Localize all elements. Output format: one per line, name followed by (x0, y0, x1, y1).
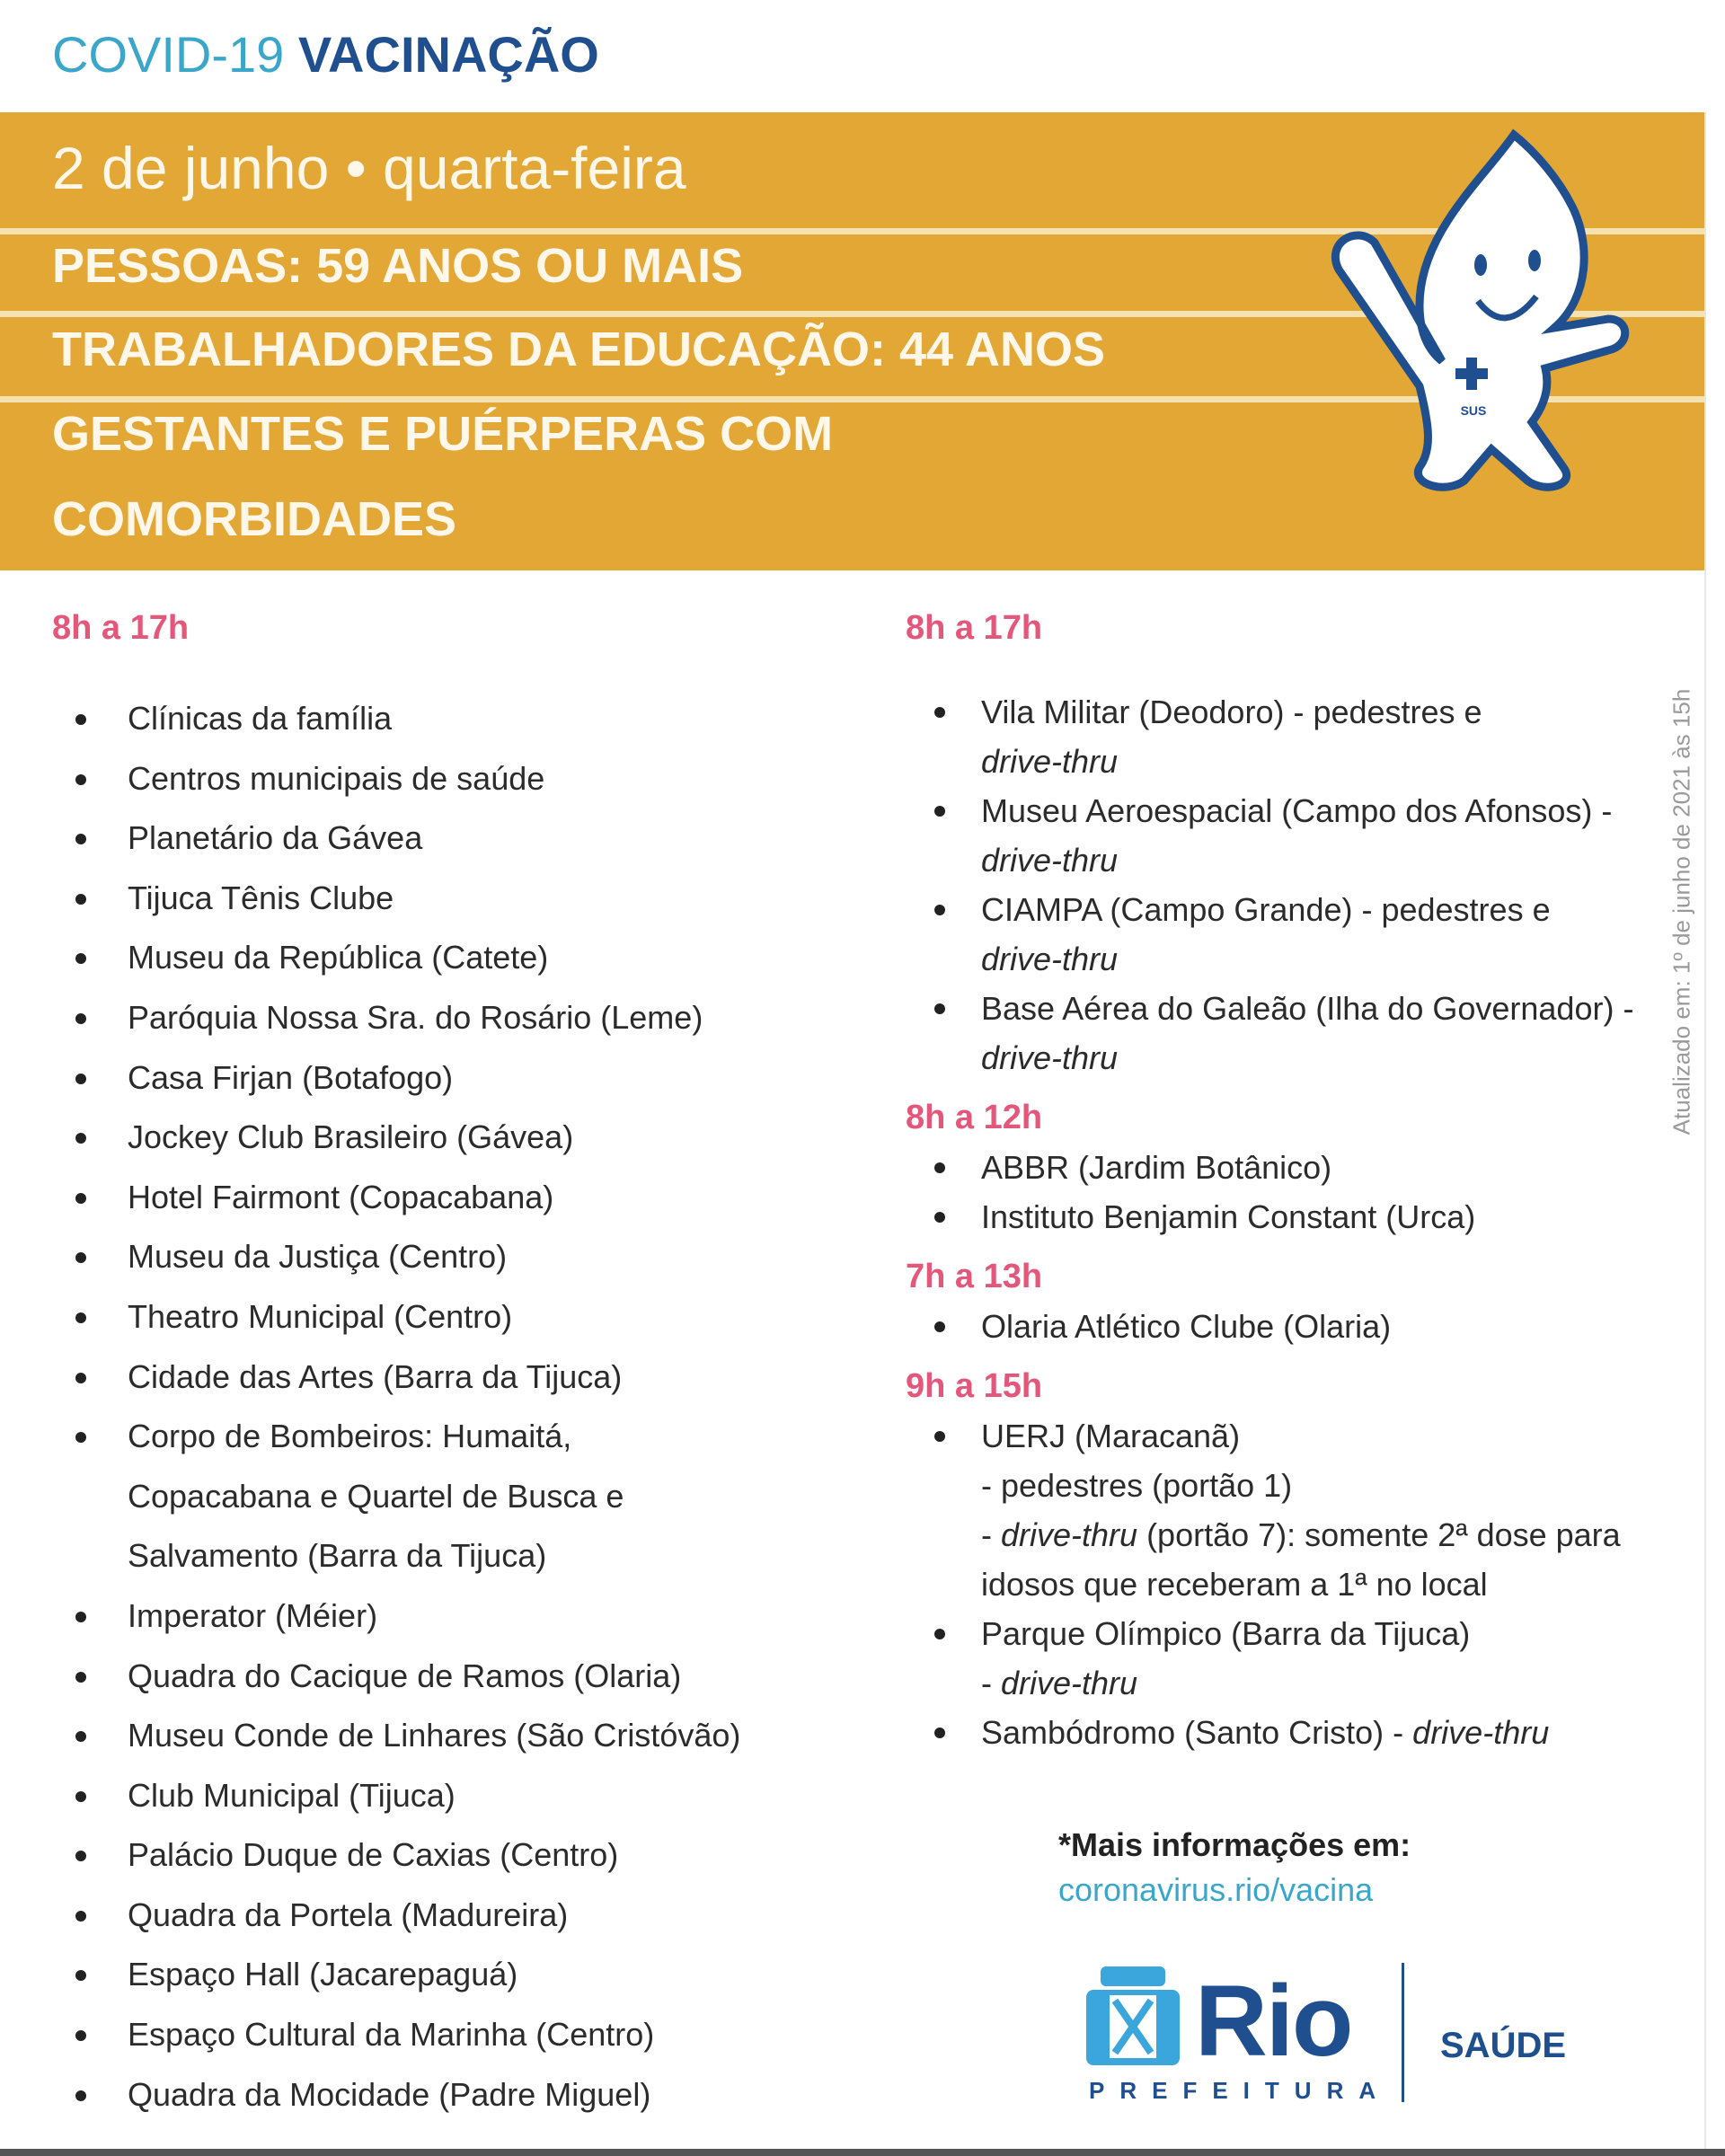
bullet-icon (75, 1970, 86, 1981)
bullet-icon (934, 1321, 945, 1332)
bullet-icon (75, 834, 86, 844)
bullet-icon (75, 1432, 86, 1443)
hours-heading: 8h a 12h (906, 1099, 1043, 1136)
bullet-icon (75, 714, 86, 725)
ze-gotinha-mascot-icon (1321, 126, 1671, 503)
list-item: Corpo de Bombeiros: Humaitá, Copacabana e Quartel de Busca e Salvamento (Barra da Tijuca) (52, 1407, 703, 1586)
bullet-icon (75, 953, 86, 964)
bullet-icon (75, 1252, 86, 1263)
logo-prefeitura: PREFEITURA (1089, 2077, 1392, 2104)
bullet-icon (75, 2030, 86, 2041)
banner-group-comorbid: COMORBIDADES (52, 492, 457, 546)
updated-note: Atualizado em: 1º de junho de 2021 às 15h (1668, 688, 1695, 1135)
bullet-icon (75, 774, 86, 785)
banner-group-pregnant: GESTANTES E PUÉRPERAS COM (52, 407, 834, 461)
list-item: Club Municipal (Tijuca) (52, 1766, 861, 1826)
list-item: Paróquia Nossa Sra. do Rosário (Leme) (52, 988, 861, 1048)
bullet-icon (75, 894, 86, 905)
title-covid: COVID-19 (52, 26, 285, 83)
banner-group-age: PESSOAS: 59 ANOS OU MAIS (52, 239, 744, 293)
list-item: Espaço Hall (Jacarepaguá) (52, 1945, 861, 2005)
hours-heading: 8h a 17h (906, 609, 1043, 647)
bullet-icon (934, 1431, 945, 1442)
mascot-badge: SUS (1460, 403, 1487, 418)
list-item: Instituto Benjamin Constant (Urca) (906, 1192, 1660, 1241)
page-edge (1704, 112, 1706, 2149)
list-item: Casa Firjan (Botafogo) (52, 1048, 861, 1109)
banner-group-education: TRABALHADORES DA EDUCAÇÃO: 44 ANOS (52, 323, 1106, 376)
list-item: Espaço Cultural da Marinha (Centro) (52, 2005, 861, 2065)
list-item: Olaria Atlético Clube (Olaria) (906, 1302, 1660, 1351)
list-item: Museu Aeroespacial (Campo dos Afonsos) - drive-thru (906, 786, 1660, 885)
bullet-icon (75, 1612, 86, 1622)
hours-heading: 9h a 15h (906, 1367, 1043, 1405)
bullet-icon (75, 1133, 86, 1144)
bullet-icon (934, 905, 945, 915)
bullet-icon (934, 1727, 945, 1738)
banner-date: 2 de junho • quarta-feira (52, 135, 686, 201)
list-item: Tijuca Tênis Clube (52, 869, 861, 929)
location-list (906, 1143, 1660, 1241)
hours-heading: 8h a 17h (52, 609, 190, 647)
list-item: Imperator (Méier) (52, 1586, 861, 1647)
location-list (906, 1302, 1660, 1351)
bullet-icon (75, 1074, 86, 1084)
bullet-icon (934, 1003, 945, 1014)
list-item: Theatro Municipal (Centro) (52, 1287, 861, 1348)
list-item: Museu Conde de Linhares (São Cristóvão) (52, 1706, 861, 1766)
right-column (906, 604, 1660, 1768)
bullet-icon (75, 1013, 86, 1024)
list-item: Cidade das Artes (Barra da Tijuca) (52, 1348, 861, 1408)
bullet-icon (75, 1851, 86, 1861)
list-item: Vila Militar (Deodoro) - pedestres e drive-thru (906, 687, 1660, 786)
list-item: Jockey Club Brasileiro (Gávea) (52, 1108, 861, 1168)
more-info-link[interactable]: coronavirus.rio/vacina (1058, 1871, 1374, 1908)
list-item: Hotel Fairmont (Copacabana) (52, 1168, 861, 1228)
list-item: UERJ (Maracanã) - pedestres (portão 1) - drive-thru (portão 7): somente 2ª dose para idosos que receberam a 1ª no local (906, 1411, 1660, 1609)
bullet-icon (75, 1373, 86, 1383)
rio-coat-of-arms-icon (1083, 1963, 1183, 2069)
bullet-icon (75, 1791, 86, 1802)
bullet-icon (75, 1193, 86, 1204)
location-list (906, 1411, 1660, 1757)
bullet-icon (934, 707, 945, 718)
list-item: Quadra da Mocidade (Padre Miguel) (52, 2065, 861, 2125)
bullet-icon (934, 1629, 945, 1639)
list-item: Quadra do Cacique de Ramos (Olaria) (52, 1647, 861, 1707)
hours-heading: 7h a 13h (906, 1258, 1043, 1295)
list-item: Centros municipais de saúde (52, 749, 861, 809)
title-vacinacao: VACINAÇÃO (297, 26, 599, 83)
bullet-icon (75, 2090, 86, 2101)
bottom-bar (0, 2149, 1725, 2156)
left-column (52, 604, 861, 2125)
list-item: Palácio Duque de Caxias (Centro) (52, 1825, 861, 1886)
logo-divider (1402, 1963, 1404, 2102)
list-item: Planetário da Gávea (52, 808, 861, 869)
bullet-icon (934, 806, 945, 817)
bullet-icon (75, 1312, 86, 1323)
list-item: Quadra da Portela (Madureira) (52, 1886, 861, 1946)
page-title (52, 25, 599, 84)
bullet-icon (75, 1672, 86, 1683)
bullet-icon (75, 1731, 86, 1742)
list-item: Museu da República (Catete) (52, 928, 861, 988)
list-item: Sambódromo (Santo Cristo) - drive-thru (906, 1708, 1660, 1757)
list-item: Parque Olímpico (Barra da Tijuca) - drive-thru (906, 1609, 1660, 1708)
location-list (52, 689, 861, 2125)
more-info-label: *Mais informações em: (1058, 1826, 1411, 1863)
bullet-icon (934, 1212, 945, 1223)
logo-rio: Rio (1195, 1965, 1352, 2077)
list-item: ABBR (Jardim Botânico) (906, 1143, 1660, 1192)
list-item: Base Aérea do Galeão (Ilha do Governador) - drive-thru (906, 984, 1660, 1082)
logo-saude: SAÚDE (1440, 2026, 1567, 2065)
list-item: Museu da Justiça (Centro) (52, 1227, 861, 1287)
bullet-icon (75, 1911, 86, 1922)
location-list (906, 687, 1660, 1082)
list-item: Clínicas da família (52, 689, 861, 749)
bullet-icon (934, 1162, 945, 1173)
list-item: CIAMPA (Campo Grande) - pedestres e drive-thru (906, 885, 1660, 984)
